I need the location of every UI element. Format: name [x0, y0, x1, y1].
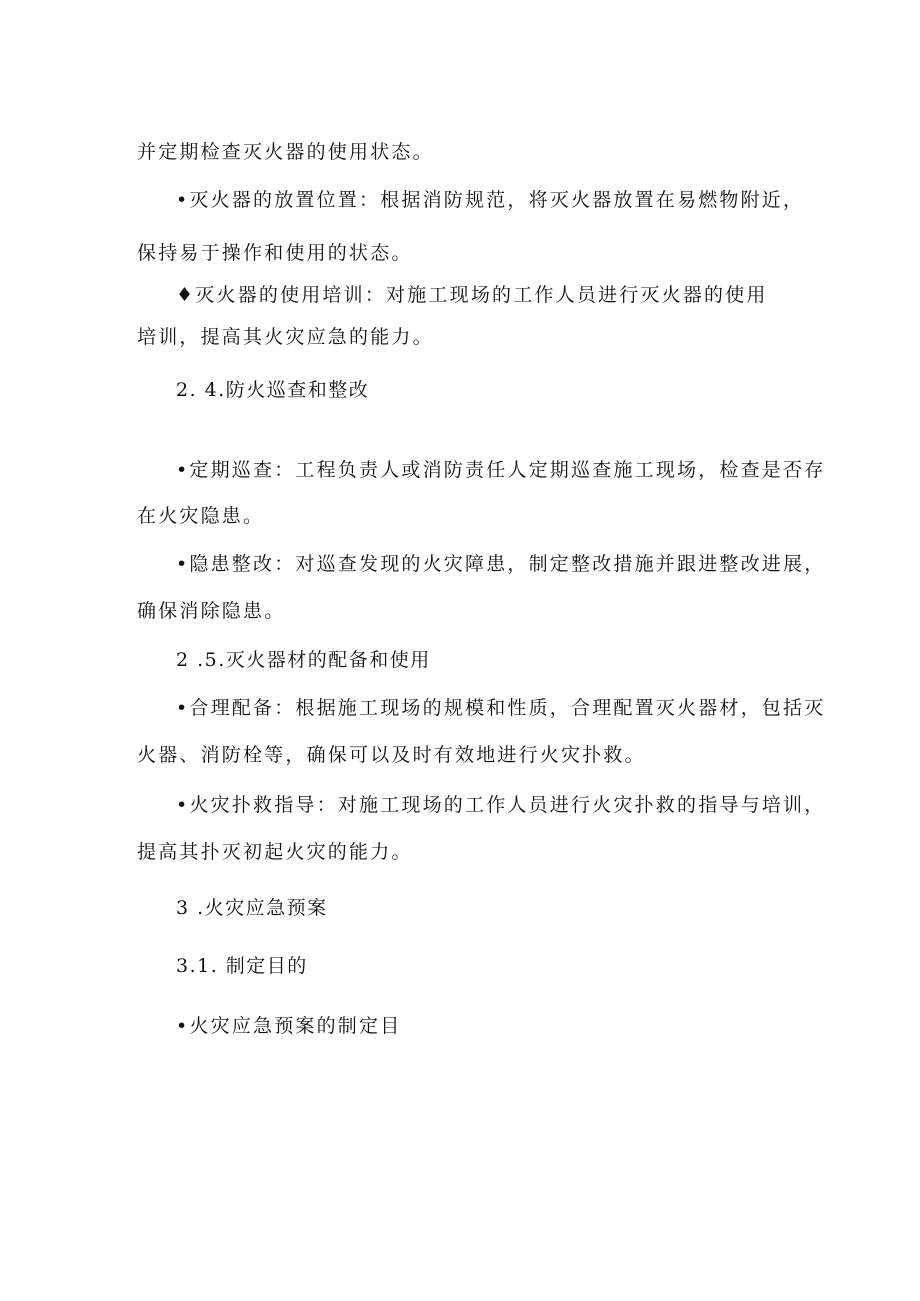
- bullet-item: •灭火器的放置位置：根据消防规范，将灭火器放置在易燃物附近，: [176, 189, 805, 211]
- paragraph-line: 在火灾隐患。: [137, 505, 265, 527]
- bullet-item: •隐患整改：对巡查发现的火灾障患，制定整改措施并跟进整改进展，: [176, 553, 826, 575]
- paragraph-line: 提高其扑灭初起火灾的能力。: [137, 841, 413, 863]
- paragraph-line: 培训，提高其火灾应急的能力。: [137, 326, 434, 348]
- bullet-item: •火灾扑救指导：对施工现场的工作人员进行火灾扑救的指导与培训，: [176, 794, 826, 816]
- section-heading: 2. 4.防火巡查和整改: [176, 379, 370, 401]
- bullet-item: •定期巡查：工程负责人或消防责任人定期巡查施工现场，检查是否存: [176, 459, 826, 481]
- section-heading: 3.1. 制定目的: [176, 955, 308, 977]
- paragraph-line: 确保消除隐患。: [137, 600, 286, 622]
- paragraph-line: 火器、消防栓等，确保可以及时有效地进行火灾扑救。: [137, 744, 646, 766]
- section-heading: 3 .火灾应急预案: [176, 897, 328, 919]
- bullet-item: •火灾应急预案的制定目: [176, 1015, 402, 1037]
- paragraph-line: 保持易于操作和使用的状态。: [137, 242, 413, 264]
- bullet-item: ♦灭火器的使用培训：对施工现场的工作人员进行灭火器的使用: [176, 284, 768, 306]
- paragraph-line: 并定期检查灭火器的使用状态。: [137, 141, 434, 163]
- bullet-item: •合理配备：根据施工现场的规模和性质，合理配置灭火器材，包括灭: [176, 697, 826, 719]
- section-heading: 2 .5.灭火器材的配备和使用: [176, 649, 431, 671]
